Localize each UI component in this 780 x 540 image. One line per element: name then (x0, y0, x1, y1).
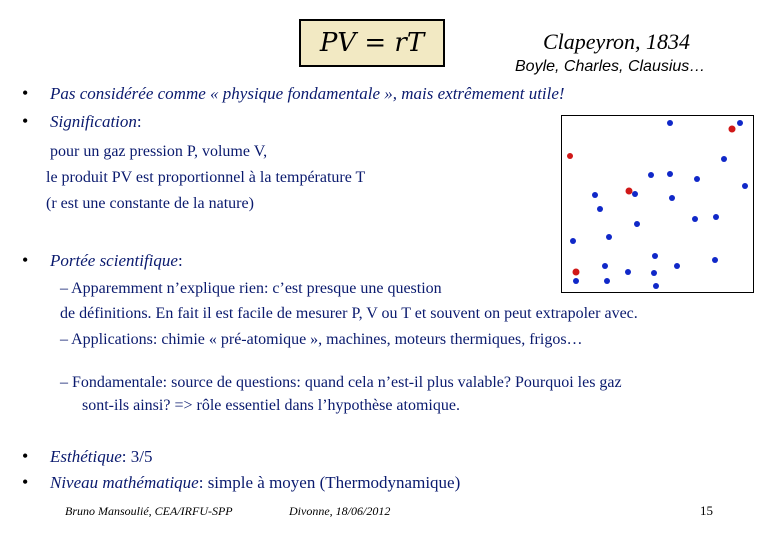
sub-point-3-line-2: sont-ils ainsi? => rôle essentiel dans l’hypothèse atomique. (82, 397, 460, 414)
footer-place-date: Divonne, 18/06/2012 (289, 504, 391, 518)
gas-particle (729, 126, 736, 133)
bullet-2-colon: : (136, 112, 142, 131)
gas-particles-illustration (561, 115, 754, 293)
gas-particle (625, 269, 631, 275)
gas-particle (573, 278, 579, 284)
attribution-author: Clapeyron, 1834 (543, 29, 691, 54)
gas-particle (570, 238, 576, 244)
bullet-dot-icon: • (22, 472, 29, 492)
bullet-3-label: Portée scientifique (50, 251, 178, 270)
red-particles (567, 126, 736, 276)
gas-particle (651, 270, 657, 276)
bullet-dot-icon: • (22, 83, 29, 103)
definition-line-1: pour un gaz pression P, volume V, (50, 143, 268, 160)
gas-particle (597, 206, 603, 212)
gas-particle (713, 214, 719, 220)
gas-particle (606, 234, 612, 240)
gas-particle (632, 191, 638, 197)
page-number: 15 (700, 503, 713, 518)
blue-particles (570, 120, 748, 289)
bullet-2-label: Signification (50, 112, 137, 131)
gas-particle (604, 278, 610, 284)
gas-particle (653, 283, 659, 289)
gas-particle (567, 153, 573, 159)
bullet-3-colon: : (177, 251, 183, 270)
bullet-dot-icon: • (22, 446, 29, 466)
gas-particle (742, 183, 748, 189)
bullet-1-text: Pas considérée comme « physique fondamentale », mais extrêmement utile! (50, 84, 565, 103)
bullet-dot-icon: • (22, 111, 29, 131)
formula-text: PV = rT (319, 28, 425, 58)
bullet-5-text (50, 473, 460, 493)
gas-particle (712, 257, 718, 263)
attribution-others: Boyle, Charles, Clausius… (515, 58, 706, 75)
gas-particle (667, 171, 673, 177)
gas-particle (692, 216, 698, 222)
gas-particle (674, 263, 680, 269)
definition-line-3: (r est une constante de la nature) (46, 195, 254, 212)
gas-particle (634, 221, 640, 227)
sub-point-1-line-1: – Apparemment n’explique rien: c’est presque une question (60, 280, 442, 297)
gas-particle (592, 192, 598, 198)
bullet-4-text (50, 447, 152, 467)
sub-point-2: – Applications: chimie « pré-atomique », machines, moteurs thermiques, frigos… (60, 331, 583, 348)
definition-line-2: le produit PV est proportionnel à la température T (46, 169, 366, 186)
footer-author: Bruno Mansoulié, CEA/IRFU-SPP (65, 504, 233, 518)
gas-particle (652, 253, 658, 259)
gas-particle (648, 172, 654, 178)
gas-particle (694, 176, 700, 182)
bullet-2-heading (50, 112, 142, 132)
gas-particles-svg (562, 116, 753, 292)
gas-particle (626, 188, 633, 195)
sub-point-3-line-1: – Fondamentale: source de questions: quand cela n’est-il plus valable? Pourquoi les gaz (60, 374, 622, 391)
gas-particle (573, 269, 580, 276)
bullet-5-value: : simple à moyen (Thermodynamique) (198, 473, 461, 492)
sub-point-1-line-2: de définitions. En fait il est facile de mesurer P, V ou T et souvent on peut extrapoler avec. (60, 305, 638, 322)
gas-particle (602, 263, 608, 269)
gas-particle (669, 195, 675, 201)
bullet-4-label: Esthétique (50, 447, 122, 466)
gas-particle (737, 120, 743, 126)
formula-box (299, 19, 445, 67)
bullet-4-value: : 3/5 (121, 447, 153, 466)
bullet-5-label: Niveau mathématique (50, 473, 199, 492)
gas-particle (721, 156, 727, 162)
bullet-dot-icon: • (22, 250, 29, 270)
gas-particle (667, 120, 673, 126)
bullet-3-heading (50, 251, 183, 271)
